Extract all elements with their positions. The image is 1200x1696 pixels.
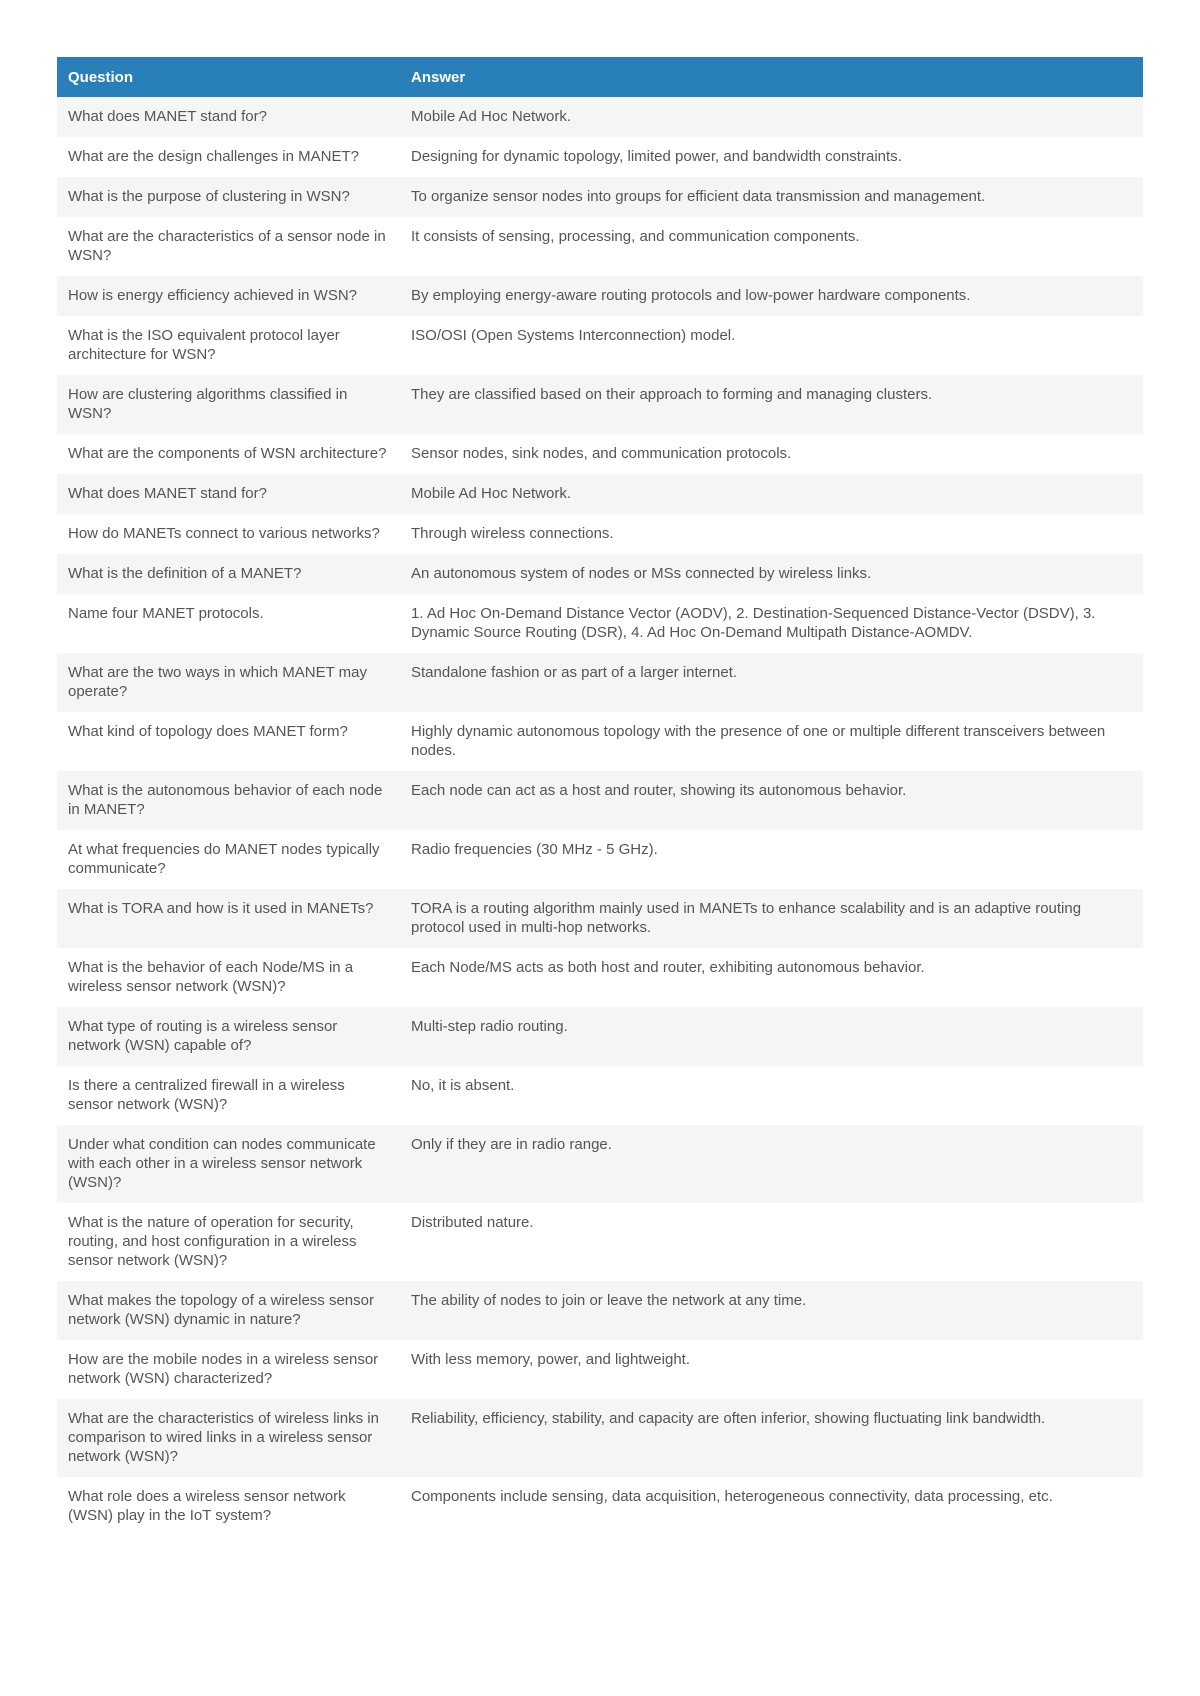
question-cell: What is the behavior of each Node/MS in a wireless sensor network (WSN)? xyxy=(57,948,400,1007)
question-cell: What does MANET stand for? xyxy=(57,474,400,514)
question-cell: Is there a centralized firewall in a wireless sensor network (WSN)? xyxy=(57,1066,400,1125)
question-cell: What kind of topology does MANET form? xyxy=(57,712,400,771)
table-row xyxy=(57,653,1143,712)
table-row xyxy=(57,1281,1143,1340)
table-body xyxy=(57,97,1143,1536)
question-cell: What is the definition of a MANET? xyxy=(57,554,400,594)
question-cell: What role does a wireless sensor network (WSN) play in the IoT system? xyxy=(57,1477,400,1536)
table-row xyxy=(57,1399,1143,1477)
table-row xyxy=(57,889,1143,948)
question-cell: What makes the topology of a wireless sensor network (WSN) dynamic in nature? xyxy=(57,1281,400,1340)
question-cell: What is the purpose of clustering in WSN? xyxy=(57,177,400,217)
answer-cell: Each Node/MS acts as both host and router, exhibiting autonomous behavior. xyxy=(400,948,1143,1007)
answer-cell: Components include sensing, data acquisition, heterogeneous connectivity, data processing, etc. xyxy=(400,1477,1143,1536)
question-cell: What is the nature of operation for security, routing, and host configuration in a wireless sensor network (WSN)? xyxy=(57,1203,400,1281)
question-cell: What are the components of WSN architecture? xyxy=(57,434,400,474)
table-header xyxy=(57,57,1143,97)
answer-cell: Distributed nature. xyxy=(400,1203,1143,1281)
table-row xyxy=(57,514,1143,554)
table-row xyxy=(57,771,1143,830)
table-row xyxy=(57,1007,1143,1066)
table-row xyxy=(57,137,1143,177)
table-row xyxy=(57,276,1143,316)
question-cell: Name four MANET protocols. xyxy=(57,594,400,653)
table-row xyxy=(57,97,1143,137)
answer-cell: Sensor nodes, sink nodes, and communication protocols. xyxy=(400,434,1143,474)
answer-cell: Reliability, efficiency, stability, and capacity are often inferior, showing fluctuating link bandwidth. xyxy=(400,1399,1143,1477)
answer-cell: To organize sensor nodes into groups for efficient data transmission and management. xyxy=(400,177,1143,217)
question-cell: What type of routing is a wireless sensor network (WSN) capable of? xyxy=(57,1007,400,1066)
answer-cell: Standalone fashion or as part of a larger internet. xyxy=(400,653,1143,712)
answer-cell: Through wireless connections. xyxy=(400,514,1143,554)
answer-cell: Each node can act as a host and router, showing its autonomous behavior. xyxy=(400,771,1143,830)
question-cell: How is energy efficiency achieved in WSN? xyxy=(57,276,400,316)
table-row xyxy=(57,1066,1143,1125)
question-cell: How are the mobile nodes in a wireless sensor network (WSN) characterized? xyxy=(57,1340,400,1399)
answer-cell: Highly dynamic autonomous topology with the presence of one or multiple different transceivers between nodes. xyxy=(400,712,1143,771)
answer-cell: Mobile Ad Hoc Network. xyxy=(400,97,1143,137)
question-cell: What are the two ways in which MANET may operate? xyxy=(57,653,400,712)
table-row xyxy=(57,594,1143,653)
answer-cell: Radio frequencies (30 MHz - 5 GHz). xyxy=(400,830,1143,889)
table-row xyxy=(57,217,1143,276)
answer-cell: With less memory, power, and lightweight. xyxy=(400,1340,1143,1399)
table-row xyxy=(57,830,1143,889)
question-cell: Under what condition can nodes communicate with each other in a wireless sensor network (WSN)? xyxy=(57,1125,400,1203)
answer-cell: An autonomous system of nodes or MSs connected by wireless links. xyxy=(400,554,1143,594)
answer-cell: Only if they are in radio range. xyxy=(400,1125,1143,1203)
table-row xyxy=(57,474,1143,514)
question-cell: What is the ISO equivalent protocol layer architecture for WSN? xyxy=(57,316,400,375)
table-row xyxy=(57,1340,1143,1399)
table-row xyxy=(57,375,1143,434)
answer-cell: 1. Ad Hoc On-Demand Distance Vector (AODV), 2. Destination-Sequenced Distance-Vector (DSDV), 3. Dynamic Source Routing (DSR), 4. Ad Hoc On-Demand Multipath Distance-AOMDV. xyxy=(400,594,1143,653)
answer-cell: Mobile Ad Hoc Network. xyxy=(400,474,1143,514)
answer-cell: TORA is a routing algorithm mainly used in MANETs to enhance scalability and is an adaptive routing protocol used in multi-hop networks. xyxy=(400,889,1143,948)
answer-cell: It consists of sensing, processing, and communication components. xyxy=(400,217,1143,276)
question-cell: What are the characteristics of wireless links in comparison to wired links in a wireless sensor network (WSN)? xyxy=(57,1399,400,1477)
table-row xyxy=(57,948,1143,1007)
question-cell: What are the design challenges in MANET? xyxy=(57,137,400,177)
question-cell: What is TORA and how is it used in MANETs? xyxy=(57,889,400,948)
question-cell: What is the autonomous behavior of each node in MANET? xyxy=(57,771,400,830)
answer-cell: ISO/OSI (Open Systems Interconnection) model. xyxy=(400,316,1143,375)
table-row xyxy=(57,1203,1143,1281)
table-row xyxy=(57,712,1143,771)
table-row xyxy=(57,434,1143,474)
question-cell: At what frequencies do MANET nodes typically communicate? xyxy=(57,830,400,889)
answer-cell: The ability of nodes to join or leave the network at any time. xyxy=(400,1281,1143,1340)
header-row xyxy=(57,57,1143,97)
table-row xyxy=(57,316,1143,375)
table-row xyxy=(57,1477,1143,1536)
answer-cell: Multi-step radio routing. xyxy=(400,1007,1143,1066)
answer-cell: By employing energy-aware routing protocols and low-power hardware components. xyxy=(400,276,1143,316)
table-row xyxy=(57,177,1143,217)
header-question: Question xyxy=(57,57,400,97)
answer-cell: They are classified based on their approach to forming and managing clusters. xyxy=(400,375,1143,434)
question-cell: What does MANET stand for? xyxy=(57,97,400,137)
table-row xyxy=(57,1125,1143,1203)
table-row xyxy=(57,554,1143,594)
question-cell: How do MANETs connect to various networks? xyxy=(57,514,400,554)
header-answer: Answer xyxy=(400,57,1143,97)
question-cell: What are the characteristics of a sensor node in WSN? xyxy=(57,217,400,276)
question-cell: How are clustering algorithms classified in WSN? xyxy=(57,375,400,434)
qa-table xyxy=(57,57,1143,1536)
answer-cell: No, it is absent. xyxy=(400,1066,1143,1125)
answer-cell: Designing for dynamic topology, limited power, and bandwidth constraints. xyxy=(400,137,1143,177)
